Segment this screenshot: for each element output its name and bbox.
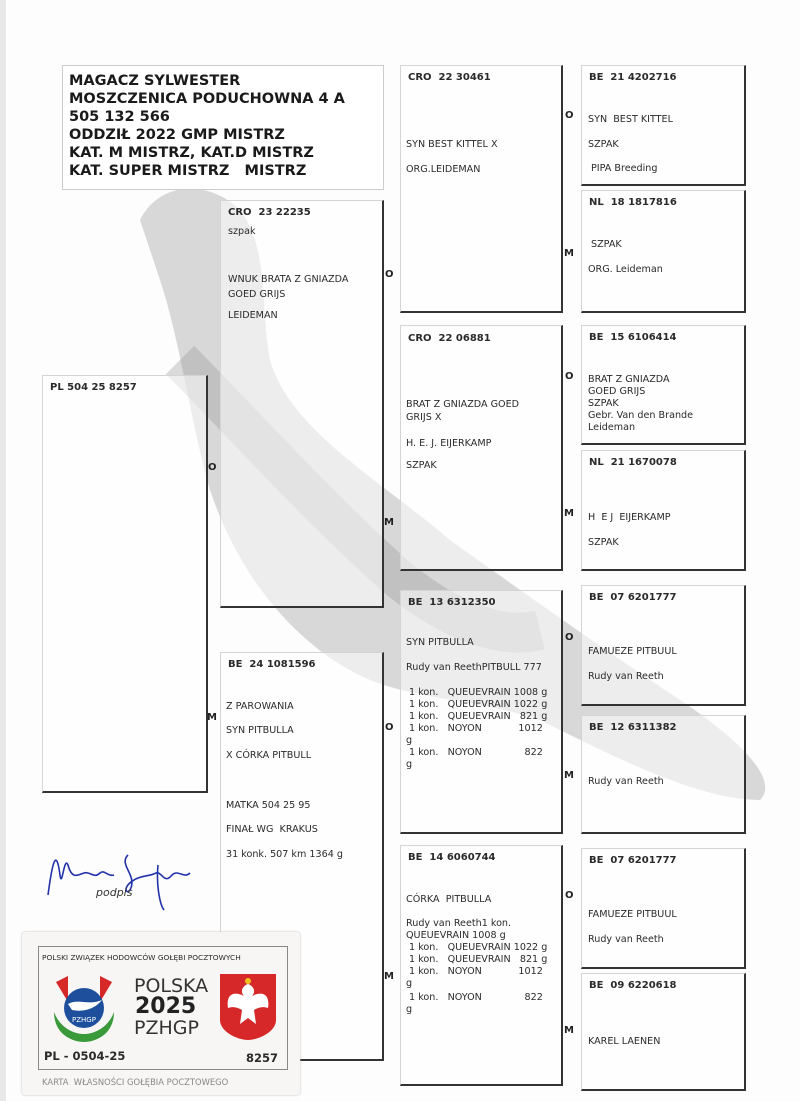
- fmm-line: SZPAK: [588, 537, 619, 548]
- father-ring: CRO 23 22235: [228, 207, 311, 218]
- sire-label: O: [208, 462, 217, 473]
- mm-line: 1 kon. NOYON 822: [406, 992, 543, 1003]
- fmf-line: BRAT Z GNIAZDA: [588, 374, 670, 385]
- mmf-ring: BE 07 6201777: [589, 855, 677, 866]
- fmm-ring: NL 21 1670078: [589, 457, 677, 468]
- ffm-line: SZPAK: [591, 239, 622, 250]
- fm-line: SZPAK: [406, 460, 437, 471]
- owner-title-1: ODDZIŁ 2022 GMP MISTRZ: [69, 127, 285, 143]
- subject-ring: PL 504 25 8257: [50, 382, 137, 393]
- ff-ring: CRO 22 30461: [408, 72, 491, 83]
- mmf-line: Rudy van Reeth: [588, 934, 664, 945]
- svg-text:PZHGP: PZHGP: [72, 1016, 96, 1024]
- mother-line: X CÓRKA PITBULL: [226, 750, 312, 761]
- mff-line: Rudy van Reeth: [588, 671, 664, 682]
- dam-label: M: [564, 248, 574, 259]
- mfm-line: Rudy van Reeth: [588, 776, 664, 787]
- fmf-line: Leideman: [588, 422, 636, 433]
- mff-ring: BE 07 6201777: [589, 592, 677, 603]
- mf-line: 1 kon. NOYON 822: [406, 747, 543, 758]
- mm-line: g: [406, 1004, 413, 1015]
- mf-ring: BE 13 6312350: [408, 597, 496, 608]
- owner-title-2: KAT. M MISTRZ, KAT.D MISTRZ: [69, 145, 314, 161]
- mff-line: FAMUEZE PITBUUL: [588, 646, 677, 657]
- fff-line: SYN BEST KITTEL: [588, 114, 673, 125]
- mf-line: Rudy van ReethPITBULL 777: [406, 662, 542, 673]
- mm-line: CÓRKA PITBULLA: [406, 894, 492, 905]
- dam-label: M: [384, 971, 394, 982]
- ff-line: ORG.LEIDEMAN: [406, 164, 481, 175]
- scan-edge: [0, 0, 6, 1101]
- fff-line: PIPA Breeding: [591, 163, 658, 174]
- mm-line: QUEUEVRAIN 1008 g: [406, 930, 506, 941]
- mother-line: SYN PITBULLA: [226, 725, 294, 736]
- mf-line: g: [406, 735, 413, 746]
- dam-label: M: [384, 517, 394, 528]
- dam-label: M: [207, 712, 217, 723]
- mm-line: 1 kon. NOYON 1012: [406, 966, 543, 977]
- subject-box: [42, 375, 208, 793]
- father-box: [220, 200, 384, 608]
- sire-label: O: [565, 371, 574, 382]
- owner-name: MAGACZ SYLWESTER: [69, 73, 241, 89]
- mmf-line: FAMUEZE PITBUUL: [588, 909, 677, 920]
- fm-ring: CRO 22 06881: [408, 333, 491, 344]
- card-number: 8257: [246, 1051, 279, 1065]
- ff-line: SYN BEST KITTEL X: [406, 139, 498, 150]
- mmm-ring: BE 09 6220618: [589, 980, 677, 991]
- dam-label: M: [564, 770, 574, 781]
- signature-image: [38, 835, 208, 915]
- signature-label: podpis: [96, 886, 133, 899]
- mfm-ring: BE 12 6311382: [589, 722, 677, 733]
- owner-address: MOSZCZENICA PODUCHOWNA 4 A: [69, 91, 345, 107]
- mf-line: SYN PITBULLA: [406, 637, 474, 648]
- fm-line: H. E. J. EIJERKAMP: [406, 438, 492, 449]
- fm-line: GRIJS X: [406, 412, 442, 423]
- mf-line: 1 kon. QUEUEVRAIN 1008 g: [406, 687, 548, 698]
- mm-line: 1 kon. QUEUEVRAIN 821 g: [406, 954, 548, 965]
- sire-label: O: [565, 632, 574, 643]
- sire-label: O: [565, 110, 574, 121]
- sire-label: O: [565, 890, 574, 901]
- father-line: GOED GRIJS: [228, 289, 286, 300]
- pzhgp-logo: [48, 972, 120, 1044]
- fm-line: BRAT Z GNIAZDA GOED: [406, 399, 520, 410]
- mmm-line: KAREL LAENEN: [588, 1036, 661, 1047]
- ownership-card: [22, 932, 300, 1095]
- fff-ring: BE 21 4202716: [589, 72, 677, 83]
- mother-ring: BE 24 1081596: [228, 659, 316, 670]
- sire-label: O: [385, 269, 394, 280]
- fmf-line: GOED GRIJS: [588, 386, 646, 397]
- card-footer: KARTA WŁASNOŚCI GOŁĘBIA POCZTOWEGO: [42, 1077, 229, 1087]
- mm-line: g: [406, 978, 413, 989]
- owner-header: [62, 65, 384, 190]
- card-year: 2025: [135, 994, 197, 1019]
- ffm-ring: NL 18 1817816: [589, 197, 677, 208]
- mf-line: g: [406, 759, 413, 770]
- owner-title-3: KAT. SUPER MISTRZ MISTRZ: [69, 163, 307, 179]
- fmf-ring: BE 15 6106414: [589, 332, 677, 343]
- card-org: POLSKI ZWIĄZEK HODOWCÓW GOŁĘBI POCZTOWYCH: [42, 953, 241, 962]
- fmm-line: H E J EIJERKAMP: [588, 512, 671, 523]
- father-line: LEIDEMAN: [228, 310, 278, 321]
- dam-label: M: [564, 508, 574, 519]
- mf-line: 1 kon. NOYON 1012: [406, 723, 543, 734]
- ffm-line: ORG. Leideman: [588, 264, 663, 275]
- mother-line: MATKA 504 25 95: [226, 800, 311, 811]
- owner-phone: 505 132 566: [69, 109, 170, 125]
- father-line: szpak: [228, 226, 256, 237]
- card-assoc: PZHGP: [134, 1017, 199, 1039]
- polish-eagle-emblem: [218, 972, 278, 1042]
- card-ring: PL - 0504-25: [44, 1049, 126, 1063]
- mother-line: Z PAROWANIA: [226, 701, 294, 712]
- ff-box: [400, 65, 563, 313]
- fmf-line: Gebr. Van den Brande: [588, 410, 694, 421]
- mother-line: 31 konk. 507 km 1364 g: [226, 849, 343, 860]
- card-country: POLSKA: [134, 975, 209, 997]
- sire-label: O: [385, 722, 394, 733]
- mm-line: 1 kon. QUEUEVRAIN 1022 g: [406, 942, 548, 953]
- fmf-line: SZPAK: [588, 398, 619, 409]
- dam-label: M: [564, 1025, 574, 1036]
- fff-line: SZPAK: [588, 139, 619, 150]
- mm-ring: BE 14 6060744: [408, 852, 496, 863]
- mf-line: 1 kon. QUEUEVRAIN 1022 g: [406, 699, 548, 710]
- mm-line: Rudy van Reeth1 kon.: [406, 918, 512, 929]
- mf-line: 1 kon. QUEUEVRAIN 821 g: [406, 711, 548, 722]
- father-line: WNUK BRATA Z GNIAZDA: [228, 274, 349, 285]
- mother-line: FINAŁ WG KRAKUS: [226, 824, 318, 835]
